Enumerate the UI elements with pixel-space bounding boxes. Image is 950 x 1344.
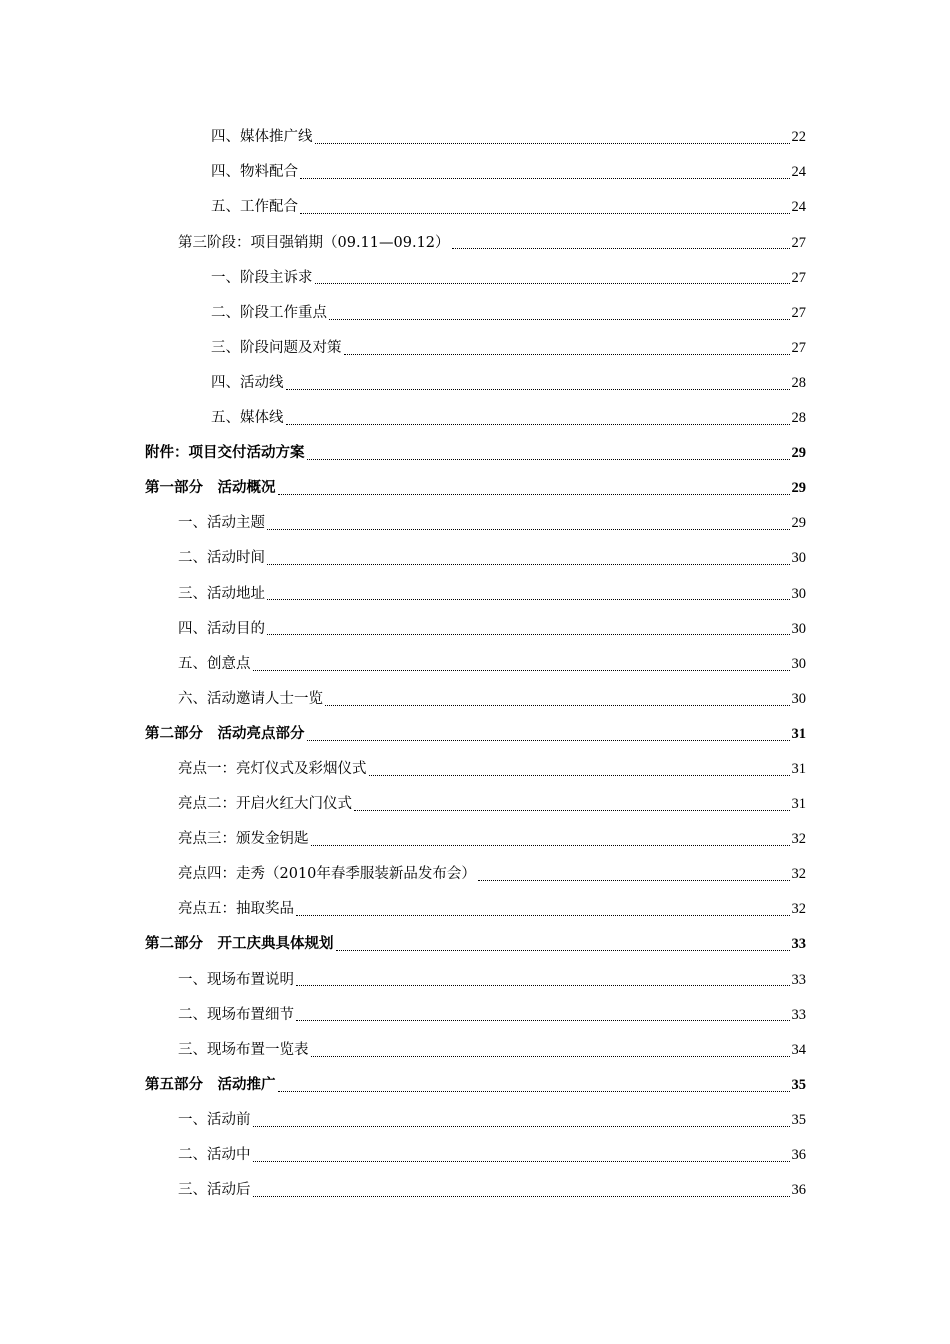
toc-dot-leader (267, 633, 790, 635)
toc-entry-title: 第二部分 活动亮点部分 (145, 724, 305, 742)
toc-entry-title: 第二部分 开工庆典具体规划 (145, 935, 334, 953)
toc-entry-page-number: 28 (791, 410, 806, 427)
toc-entry-title: 亮点三：颁发金钥匙 (178, 831, 309, 848)
toc-dot-leader (329, 318, 790, 320)
toc-dot-leader (300, 177, 790, 179)
toc-dot-leader (315, 142, 790, 144)
toc-dot-leader (452, 247, 790, 249)
toc-entry-page-number: 33 (791, 936, 806, 953)
toc-entry-title: 五、媒体线 (211, 410, 284, 427)
toc-dot-leader (311, 844, 790, 846)
toc-dot-leader (315, 282, 790, 284)
toc-dot-leader (311, 1055, 790, 1057)
toc-dot-leader (253, 1195, 790, 1197)
toc-entry-page-number: 28 (791, 374, 806, 391)
toc-entry-title: 附件：项目交付活动方案 (145, 444, 305, 462)
toc-entry-page-number: 36 (791, 1147, 806, 1164)
toc-entry-title: 第三阶段：项目强销期（09.11—09.12） (178, 234, 450, 251)
toc-entry[interactable] (0, 576, 950, 611)
toc-entry[interactable] (0, 471, 950, 506)
toc-entry-page-number: 36 (791, 1182, 806, 1199)
toc-entry-title: 二、活动时间 (178, 550, 265, 567)
toc-entry-title: 五、创意点 (178, 655, 251, 672)
toc-entry-title: 五、工作配合 (211, 199, 298, 216)
toc-entry-page-number: 32 (791, 831, 806, 848)
toc-entry[interactable] (0, 752, 950, 787)
toc-entry-title: 四、活动目的 (178, 620, 265, 637)
toc-entry-page-number: 31 (791, 725, 806, 742)
toc-dot-leader (307, 458, 790, 460)
toc-dot-leader (253, 1125, 790, 1127)
toc-dot-leader (307, 739, 790, 741)
toc-entry-page-number: 27 (791, 234, 806, 251)
toc-entry[interactable] (0, 717, 950, 752)
toc-entry-page-number: 30 (791, 585, 806, 602)
toc-entry-page-number: 27 (791, 304, 806, 321)
toc-dot-leader (253, 1160, 790, 1162)
toc-dot-leader (478, 879, 790, 881)
table-of-contents (0, 120, 950, 1208)
toc-entry-page-number: 33 (791, 971, 806, 988)
toc-entry[interactable] (0, 260, 950, 295)
toc-entry-page-number: 30 (791, 690, 806, 707)
toc-entry[interactable] (0, 1138, 950, 1173)
toc-entry[interactable] (0, 646, 950, 681)
toc-dot-leader (267, 598, 790, 600)
toc-entry[interactable] (0, 857, 950, 892)
toc-entry[interactable] (0, 1068, 950, 1103)
toc-entry-page-number: 35 (791, 1111, 806, 1128)
toc-entry[interactable] (0, 997, 950, 1032)
toc-entry[interactable] (0, 892, 950, 927)
toc-entry-title: 二、活动中 (178, 1147, 251, 1164)
toc-dot-leader (296, 1019, 790, 1021)
toc-entry[interactable] (0, 331, 950, 366)
toc-entry-page-number: 29 (791, 480, 806, 497)
toc-entry[interactable] (0, 295, 950, 330)
toc-entry-page-number: 35 (791, 1076, 806, 1093)
toc-entry-title: 三、活动后 (178, 1182, 251, 1199)
toc-entry[interactable] (0, 611, 950, 646)
toc-entry-page-number: 30 (791, 550, 806, 567)
toc-entry-title: 第一部分 活动概况 (145, 479, 276, 497)
toc-dot-leader (344, 353, 790, 355)
toc-entry[interactable] (0, 682, 950, 717)
toc-dot-leader (336, 949, 790, 951)
toc-entry-page-number: 32 (791, 866, 806, 883)
toc-entry-title: 二、阶段工作重点 (211, 304, 327, 321)
toc-entry-title: 亮点四：走秀（2010年春季服装新品发布会） (178, 866, 476, 883)
toc-entry[interactable] (0, 1103, 950, 1138)
toc-entry-title: 第五部分 活动推广 (145, 1075, 276, 1093)
toc-dot-leader (286, 388, 790, 390)
toc-entry[interactable] (0, 787, 950, 822)
toc-entry[interactable] (0, 1032, 950, 1067)
toc-entry-page-number: 30 (791, 620, 806, 637)
toc-entry[interactable] (0, 120, 950, 155)
toc-entry[interactable] (0, 190, 950, 225)
toc-dot-leader (286, 423, 790, 425)
toc-entry[interactable] (0, 155, 950, 190)
toc-entry[interactable] (0, 436, 950, 471)
toc-entry-page-number: 31 (791, 760, 806, 777)
toc-entry[interactable] (0, 541, 950, 576)
toc-entry-page-number: 34 (791, 1041, 806, 1058)
toc-entry-title: 一、活动主题 (178, 515, 265, 532)
toc-entry-title: 四、活动线 (211, 374, 284, 391)
toc-entry-page-number: 24 (791, 164, 806, 181)
toc-entry-title: 二、现场布置细节 (178, 1006, 294, 1023)
toc-entry-title: 三、现场布置一览表 (178, 1041, 309, 1058)
toc-entry-page-number: 31 (791, 796, 806, 813)
toc-entry-title: 一、现场布置说明 (178, 971, 294, 988)
toc-entry-page-number: 24 (791, 199, 806, 216)
toc-entry[interactable] (0, 962, 950, 997)
toc-dot-leader (354, 809, 790, 811)
toc-entry[interactable] (0, 927, 950, 962)
toc-entry-title: 四、媒体推广线 (211, 129, 313, 146)
toc-entry[interactable] (0, 401, 950, 436)
toc-dot-leader (300, 212, 790, 214)
toc-entry[interactable] (0, 366, 950, 401)
toc-entry-page-number: 33 (791, 1006, 806, 1023)
toc-dot-leader (278, 493, 790, 495)
toc-entry-page-number: 27 (791, 339, 806, 356)
toc-entry-page-number: 29 (791, 445, 806, 462)
toc-dot-leader (296, 984, 790, 986)
toc-entry-title: 亮点五：抽取奖品 (178, 901, 294, 918)
toc-entry-title: 一、活动前 (178, 1111, 251, 1128)
toc-dot-leader (267, 528, 790, 530)
toc-entry[interactable] (0, 1173, 950, 1208)
toc-entry-page-number: 29 (791, 515, 806, 532)
toc-entry-title: 四、物料配合 (211, 164, 298, 181)
toc-dot-leader (296, 914, 790, 916)
toc-entry-page-number: 32 (791, 901, 806, 918)
toc-entry-title: 三、阶段问题及对策 (211, 339, 342, 356)
toc-entry[interactable] (0, 506, 950, 541)
toc-entry-page-number: 30 (791, 655, 806, 672)
toc-dot-leader (325, 704, 790, 706)
toc-entry[interactable] (0, 225, 950, 260)
toc-dot-leader (278, 1090, 790, 1092)
toc-entry[interactable] (0, 822, 950, 857)
toc-entry-title: 亮点二：开启火红大门仪式 (178, 796, 352, 813)
toc-entry-title: 六、活动邀请人士一览 (178, 690, 323, 707)
toc-entry-title: 一、阶段主诉求 (211, 269, 313, 286)
toc-dot-leader (267, 563, 790, 565)
toc-dot-leader (253, 669, 790, 671)
toc-entry-page-number: 27 (791, 269, 806, 286)
toc-dot-leader (369, 774, 790, 776)
toc-entry-page-number: 22 (791, 129, 806, 146)
toc-entry-title: 亮点一：亮灯仪式及彩烟仪式 (178, 760, 367, 777)
toc-entry-title: 三、活动地址 (178, 585, 265, 602)
